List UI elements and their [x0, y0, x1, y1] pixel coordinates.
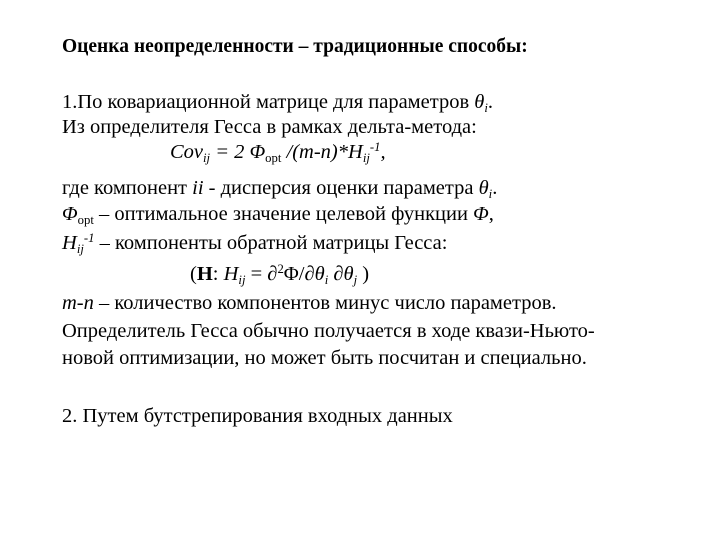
- phi-definition-line: [62, 202, 494, 226]
- phi-symbol: Φ: [249, 141, 266, 163]
- h-superscript: -1: [369, 140, 381, 155]
- h-formula-close: ): [357, 263, 370, 285]
- phi-opt-subscript: opt: [265, 151, 282, 166]
- mn-text: – количество компонентов минус число параметров.: [93, 292, 557, 314]
- slide-title: Оценка неопределенности – традиционные способы:: [62, 36, 528, 57]
- cov-label: Cov: [170, 141, 204, 163]
- where-prefix: где компонент: [62, 177, 193, 199]
- h-matrix-bold: H: [196, 263, 213, 285]
- phi-opt-subscript: opt: [77, 213, 94, 228]
- formula-eq: = 2: [210, 141, 250, 163]
- ii-label: ii: [192, 177, 204, 199]
- hessian-formula: [190, 262, 369, 286]
- h-subscript: ij: [362, 151, 370, 166]
- h-label: H: [62, 232, 77, 254]
- formula-mid: /(m-n)*H: [281, 141, 363, 163]
- phi-symbol: Φ: [473, 203, 489, 225]
- theta-symbol: θ: [474, 91, 485, 113]
- mn-label: m-n: [62, 292, 94, 314]
- h-formula-eq: = ∂: [245, 263, 278, 285]
- h-formula-partial: ∂: [328, 263, 344, 285]
- where-end: .: [492, 177, 498, 199]
- h-formula-open: (: [190, 263, 197, 285]
- item1-intro: 1.По ковариационной матрице для параметров: [62, 91, 475, 113]
- theta-subscript: j: [353, 273, 358, 288]
- item1-covariance-line: [62, 90, 493, 114]
- item1-end: .: [487, 91, 494, 113]
- where-line: [62, 176, 497, 200]
- h-formula-phi: Φ/∂: [283, 263, 315, 285]
- phi-definition-end: ,: [488, 203, 494, 225]
- cov-subscript: ij: [203, 151, 211, 166]
- theta-symbol: θ: [478, 177, 489, 199]
- hessian-intro-line: Из определителя Гесса в рамках дельта-метода:: [62, 116, 477, 138]
- formula-end: ,: [380, 141, 386, 163]
- h-subscript: ij: [76, 242, 84, 257]
- h-superscript: -1: [83, 231, 95, 246]
- theta-subscript: i: [484, 101, 488, 116]
- theta-symbol: θ: [314, 263, 325, 285]
- h-definition-text: – компоненты обратной матрицы Гесса:: [94, 232, 448, 254]
- hessian-note-line-2: новой оптимизации, но может быть посчитан и специально.: [62, 347, 587, 369]
- square-superscript: 2: [277, 262, 284, 277]
- hessian-note-line-1: Определитель Гесса обычно получается в ходе квази-Ньюто-: [62, 320, 595, 342]
- h-label: H: [223, 263, 239, 285]
- h-formula-colon: :: [212, 263, 224, 285]
- phi-symbol: Φ: [62, 203, 78, 225]
- covariance-formula: [170, 140, 386, 164]
- phi-definition-text: – оптимальное значение целевой функции: [93, 203, 474, 225]
- mn-line: [62, 291, 557, 315]
- h-definition-line: [62, 231, 447, 255]
- where-text: - дисперсия оценки параметра: [203, 177, 479, 199]
- h-subscript: ij: [238, 273, 246, 288]
- theta-subscript: i: [488, 187, 493, 202]
- theta-symbol: θ: [343, 263, 354, 285]
- item2-bootstrap-line: 2. Путем бутстрепирования входных данных: [62, 405, 453, 427]
- theta-subscript: i: [324, 273, 329, 288]
